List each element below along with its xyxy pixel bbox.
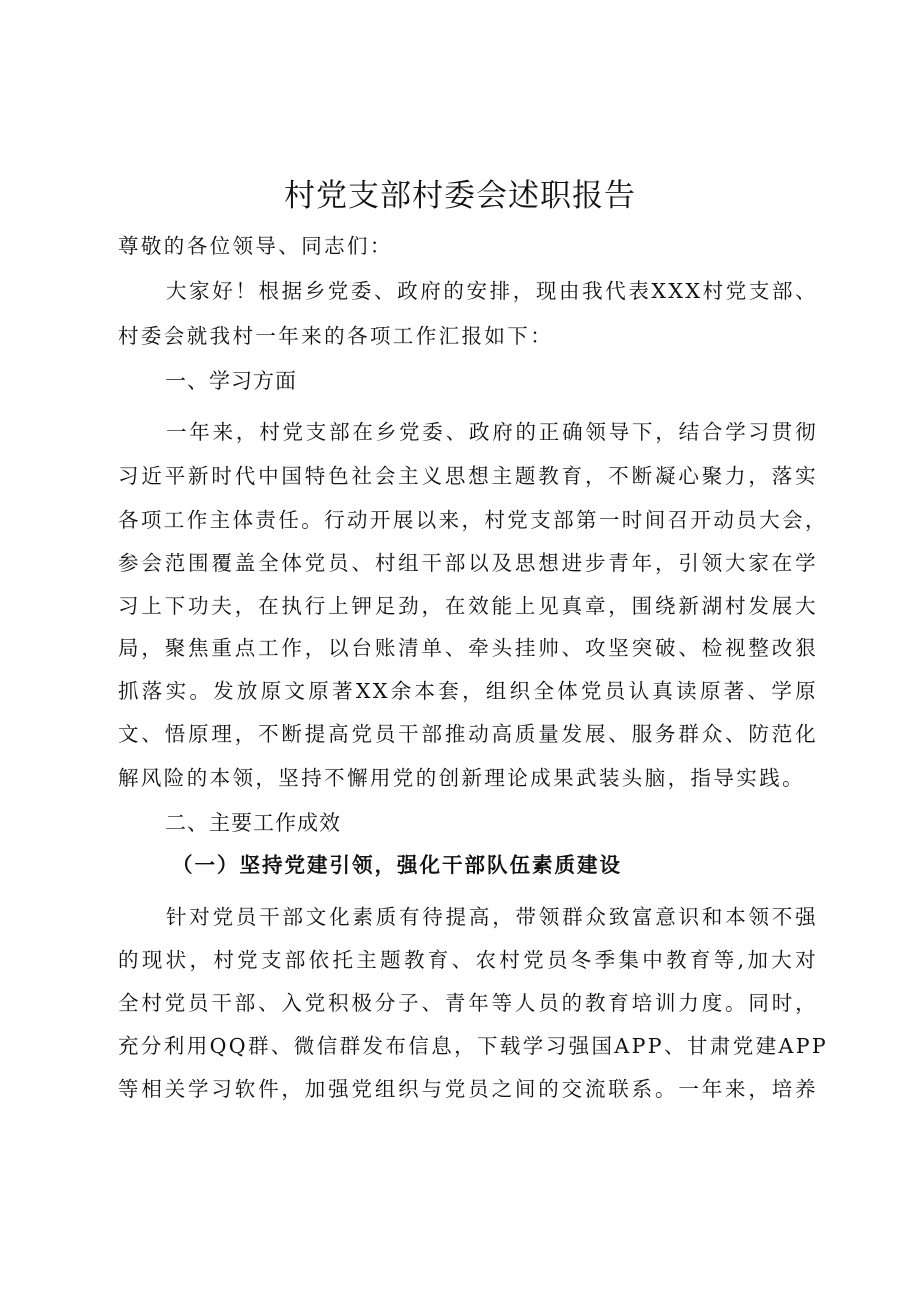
salutation: 尊敬的各位领导、同志们：	[118, 234, 393, 258]
document-title: 村党支部村委会述职报告	[284, 178, 636, 214]
section-heading: 一、学习方面	[165, 369, 297, 393]
intro-line: 村委会就我村一年来的各项工作汇报如下：	[118, 324, 554, 348]
intro-line: 大家好！根据乡党委、政府的安排，现由我代表XXX村党支部、	[166, 279, 818, 303]
paragraph-line: 习近平新时代中国特色社会主义思想主题教育，不断凝心聚力，落实	[118, 464, 818, 488]
paragraph-line: 各项工作主体责任。行动开展以来，村党支部第一时间召开动员大会，	[118, 508, 828, 532]
paragraph-line: 习上下功夫，在执行上钾足劲，在效能上见真章，围绕新湖村发展大	[118, 594, 818, 618]
paragraph-line: 参会范围覆盖全体党员、村组干部以及思想进步青年，引领大家在学	[118, 551, 818, 575]
paragraph-line: 解风险的本领，坚持不懈用党的创新理论成果武装头脑，指导实践。	[118, 766, 805, 790]
paragraph-line: 全村党员干部、入党积极分子、青年等人员的教育培训力度。同时，	[118, 991, 818, 1015]
paragraph-line: 针对党员干部文化素质有待提高，带领群众致富意识和本领不强	[166, 905, 818, 929]
paragraph-line: 一年来，村党支部在乡党委、政府的正确领导下，结合学习贯彻	[166, 420, 818, 444]
section-heading: 二、主要工作成效	[165, 811, 341, 835]
paragraph-line: 的现状，村党支部依托主题教育、农村党员冬季集中教育等,加大对	[118, 948, 818, 972]
subsection-heading: （一）坚持党建引领，强化干部队伍素质建设	[172, 853, 622, 877]
paragraph-line: 局，聚焦重点工作，以台账清单、牵头挂帅、攻坚突破、检视整改狠	[118, 636, 818, 660]
paragraph-line: 文、悟原理，不断提高党员干部推动高质量发展、服务群众、防范化	[118, 722, 818, 746]
paragraph-line: 充分利用QQ群、微信群发布信息，下载学习强国APP、甘肃党建APP	[118, 1034, 829, 1058]
paragraph-line: 抓落实。发放原文原著XX余本套，组织全体党员认真读原著、学原	[118, 679, 818, 703]
paragraph-line: 等相关学习软件，加强党组织与党员之间的交流联系。一年来，培养	[118, 1077, 818, 1101]
